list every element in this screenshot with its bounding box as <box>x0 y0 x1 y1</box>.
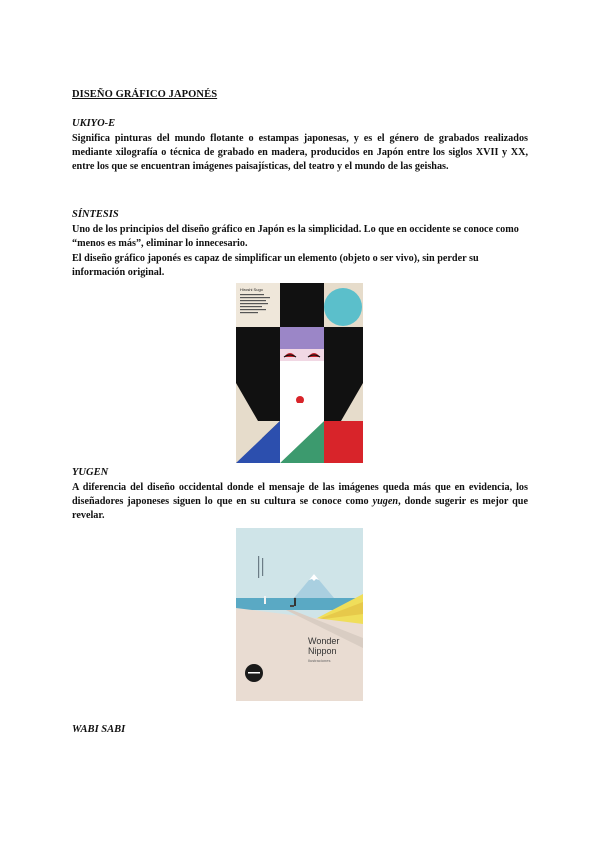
heading-sintesis: SÍNTESIS <box>72 209 119 220</box>
heading-yugen: YUGEN <box>72 467 109 478</box>
wonder-nippon-poster-image <box>236 528 363 701</box>
document-title: DISEÑO GRÁFICO JAPONÉS <box>72 89 218 100</box>
wonder-title-line1: Wonder <box>308 636 340 646</box>
paragraph-ukiyo-e: Significa pinturas del mundo flotante o estampas japonesas, y es el género de grabados realizados mediante xilografía o técnica de grabado en madera, producidos en Japón entre los siglos XVII y XX, entre los que se encuentran imágenes paisajísticas, del teatro y el mundo de las geishas. <box>72 133 528 173</box>
wonder-subtitle: Ilustraciones <box>308 658 331 663</box>
purple-band <box>280 327 324 349</box>
heading-wabi-sabi: WABI SABI <box>72 724 126 735</box>
cyan-circle <box>324 288 362 326</box>
wonder-title-line2: Nippon <box>308 646 337 656</box>
sand <box>236 608 363 701</box>
red-square <box>324 421 363 463</box>
paragraph-sintesis-1: Uno de los principios del diseño gráfico en Japón es la simplicidad. Lo que en occidente se conoce como “menos es más”, eliminar lo innecesario. <box>72 224 519 250</box>
wonder-nippon-graphic <box>236 528 363 701</box>
heading-ukiyo-e: UKIYO-E <box>72 118 116 129</box>
poster-header-text: Hiroshi Sugo <box>240 287 263 292</box>
paragraph-sintesis-2: El diseño gráfico japonés es capaz de simplificar un elemento (objeto o ser vivo), sin perder su información original. <box>72 253 479 279</box>
geisha-poster-graphic <box>236 283 363 463</box>
geisha-poster-image <box>236 283 363 463</box>
paragraph-yugen: A diferencia del diseño occidental donde el mensaje de las imágenes queda más que en evidencia, los diseñadores japoneses siguen lo que en su cultura se conoce como yugen, donde sugerir es mejor que revelar. <box>72 482 528 522</box>
red-lips <box>296 396 304 404</box>
